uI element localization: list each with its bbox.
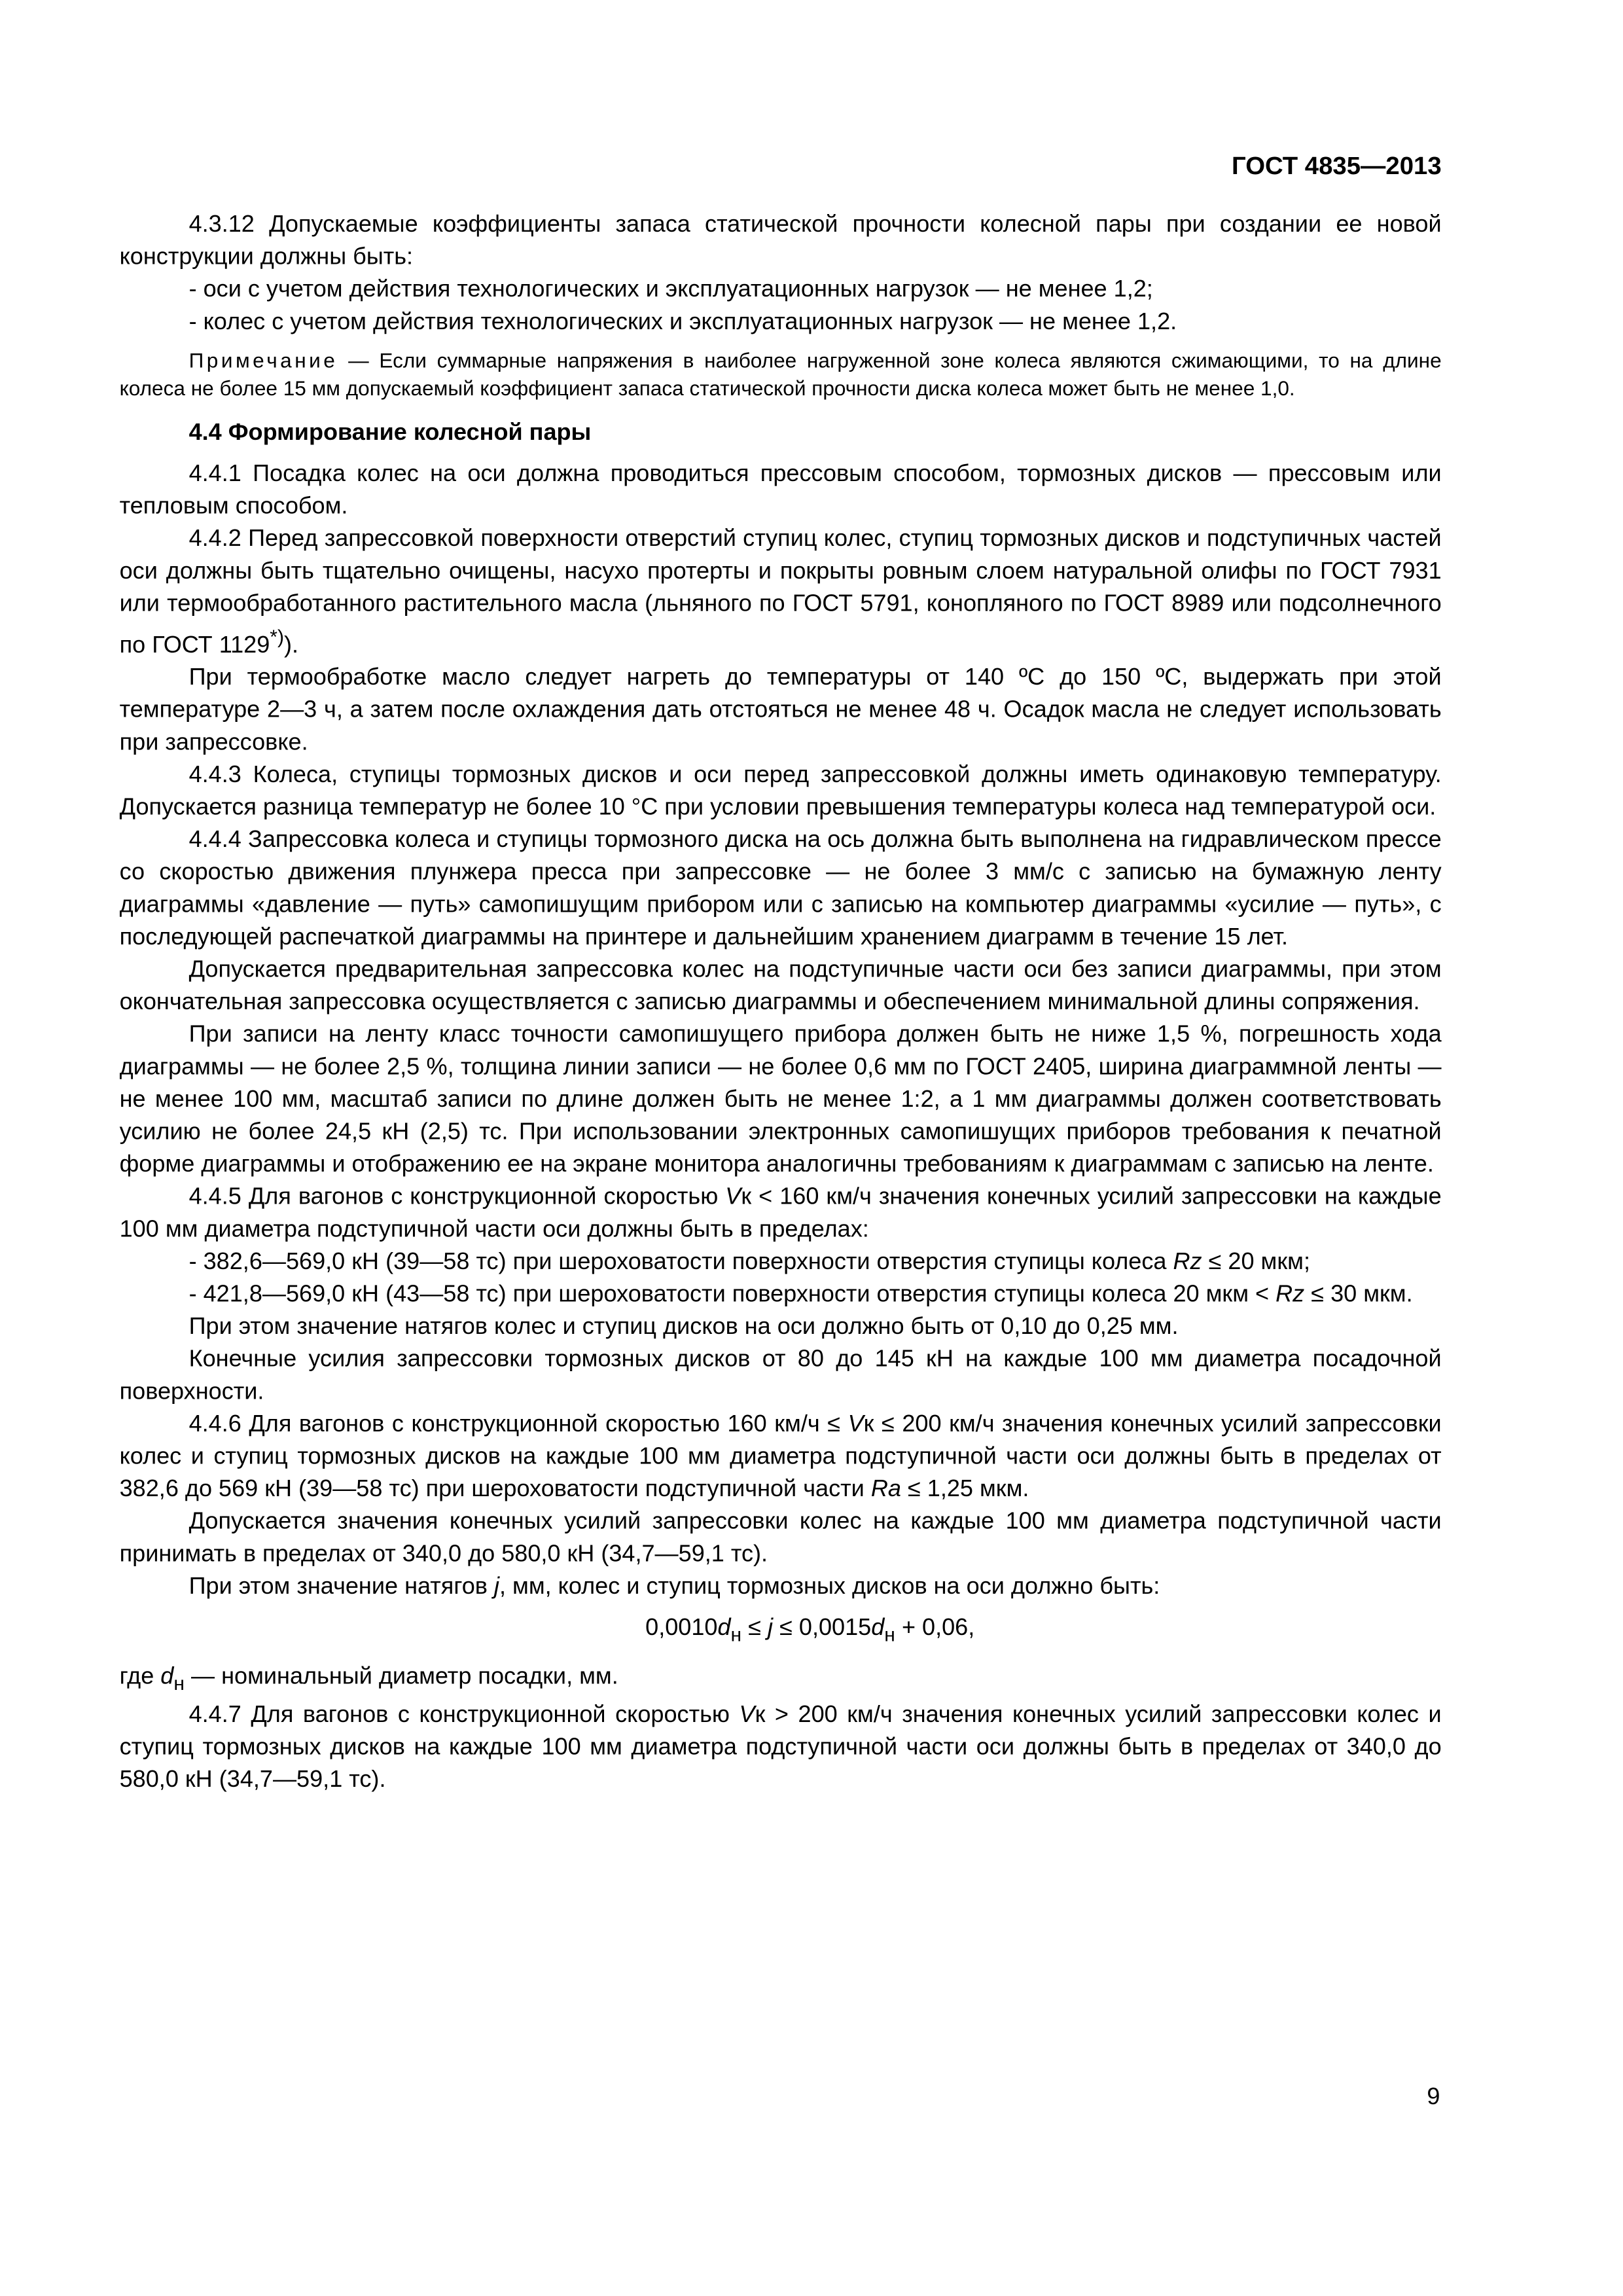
paragraph-4-4-2 <box>120 524 1442 663</box>
subscript-n: н <box>730 1624 742 1646</box>
paragraph-4-4-2-end: ). <box>284 633 299 659</box>
paragraph-4-4-6-text-c: ≤ 1,25 мкм. <box>901 1477 1029 1503</box>
document-body <box>120 209 1442 1797</box>
paragraph-4-4-5-text-a: 4.4.5 Для вагонов с конструкционной скоростью <box>188 1185 726 1211</box>
bullet-wheel-safety: - колес с учетом действия технологических и эксплуатационных нагрузок — не менее 1,2. <box>188 310 1177 335</box>
symbol-d: d <box>160 1663 174 1689</box>
paragraph-4-4-6-text-b: к ≤ 200 км/ч значения конечных усилий запрессовки колес и ступиц тормозных дисков на каждые 100 мм диаметра подступичной части оси должны быть в пределах от 382,6 до 569 кН (39—58 тс) при шероховатости подступичной части <box>119 1412 1442 1503</box>
formula-coef-1: 0,0010 <box>645 1616 718 1641</box>
symbol-rz: Rz <box>1173 1250 1202 1276</box>
paragraph-heat-treatment: При термообработке масло следует нагреть до температуры от 140 ºС до 150 ºС, выдержать при этой температуре 2—3 ч, а затем после охлаждения дать отстояться не менее 48 ч. Осадок масла не следует использовать при запрессовке. <box>119 666 1442 757</box>
paragraph-interference-j-text-b: , мм, колес и ступиц тормозных дисков на оси должно быть: <box>499 1575 1160 1600</box>
note-text: — Если суммарные напряжения в наиболее нагруженной зоне колеса являются сжимающими, то на длине колеса не более 15 мм допускаемый коэффициент запаса статической прочности диска колеса может быть не менее 1,0. <box>119 348 1442 400</box>
paragraph-preliminary-press: Допускается предварительная запрессовка колес на подступичные части оси без записи диаграммы, при этом окончательная запрессовка осуществляется с записью диаграммы и обеспечением минимальной длины сопряжения. <box>119 958 1442 1016</box>
note <box>120 347 1442 403</box>
page-number: 9 <box>1427 2085 1440 2110</box>
bullet-axle-safety: - оси с учетом действия технологических и эксплуатационных нагрузок — не менее 1,2; <box>188 277 1153 303</box>
symbol-j: j <box>768 1616 774 1641</box>
paragraph-4-4-5-text-b: к < 160 км/ч значения конечных усилий запрессовки на каждые 100 мм диаметра подступичной части оси должны быть в пределах: <box>119 1185 1442 1244</box>
paragraph-interference-fit: При этом значение натягов колес и ступиц дисков на оси должно быть от 0,10 до 0,25 мм. <box>188 1315 1179 1340</box>
document-header: ГОСТ 4835—2013 <box>1231 152 1442 181</box>
note-label: Примечание <box>188 348 338 372</box>
paragraph-4-4-1: 4.4.1 Посадка колес на оси должна проводиться прессовым способом, тормозных дисков — прессовым или тепловым способом. <box>119 461 1442 520</box>
formula <box>120 1613 1442 1652</box>
legend-text: — номинальный диаметр посадки, мм. <box>184 1663 618 1689</box>
symbol-ra: Ra <box>870 1477 901 1503</box>
formula-legend <box>120 1660 1442 1699</box>
subscript-n: н <box>173 1671 185 1694</box>
subscript-n: н <box>884 1624 895 1646</box>
paragraph-4-4-4: 4.4.4 Запрессовка колеса и ступицы тормозного диска на ось должна быть выполнена на гидравлическом прессе со скоростью движения плунжера пресса при запрессовке — не более 3 мм/с с записью на бумажную ленту диаграммы «давление — путь» самопишущим прибором или с записью на компьютер диаграммы «усилие — путь», с последующей распечаткой диаграммы на принтере и дальнейшим хранением диаграмм в течение 15 лет. <box>119 828 1442 951</box>
formula-le-1: ≤ <box>741 1616 768 1641</box>
paragraph-4-4-6-text-a: 4.4.6 Для вагонов с конструкционной скоростью 160 км/ч ≤ <box>188 1412 848 1438</box>
bullet-force-range-1 <box>120 1247 1442 1280</box>
symbol-j: j <box>493 1575 499 1600</box>
legend-where: где <box>119 1663 161 1689</box>
paragraph-4-4-7 <box>120 1700 1442 1797</box>
formula-coef-2: ≤ 0,0015 <box>773 1616 872 1641</box>
paragraph-4-4-7-text-a: 4.4.7 Для вагонов с конструкционной скоростью <box>188 1702 740 1728</box>
symbol-rz: Rz <box>1275 1282 1305 1308</box>
paragraph-interference-j <box>120 1572 1442 1605</box>
bullet-force-range-1-text: - 382,6—569,0 кН (39—58 тс) при шероховатости поверхности отверстия ступицы колеса <box>188 1250 1173 1276</box>
symbol-v: V <box>725 1185 741 1211</box>
section-heading-4-4: 4.4 Формирование колесной пары <box>188 420 592 446</box>
paragraph-4-3-12: 4.3.12 Допускаемые коэффициенты запаса статической прочности колесной пары при создании ее новой конструкции должны быть: <box>119 212 1442 270</box>
symbol-v: V <box>847 1412 864 1438</box>
paragraph-tape-recording: При записи на ленту класс точности самопишущего прибора должен быть не ниже 1,5 %, погрешность хода диаграммы — не более 2,5 %, толщина линии записи — не более 0,6 мм по ГОСТ 2405, ширина диаграммной ленты — не менее 100 мм, масштаб записи по длине должен быть не менее 1:2, а 1 мм диаграммы должен соответствовать усилию не более 24,5 кН (2,5) тс. При использовании электронных самопишущих приборов требования к печатной форме диаграммы и отображению ее на экране монитора аналогичны требованиям к диаграммам с записью на ленте. <box>119 1023 1442 1178</box>
symbol-v: V <box>739 1702 755 1728</box>
paragraph-allowed-force: Допускается значения конечных усилий запрессовки колес на каждые 100 мм диаметра подступичной части принимать в пределах от 340,0 до 580,0 кН (34,7—59,1 тс). <box>119 1510 1442 1568</box>
paragraph-brake-disc-force: Конечные усилия запрессовки тормозных дисков от 80 до 145 кН на каждые 100 мм диаметра посадочной поверхности. <box>119 1348 1442 1406</box>
paragraph-4-4-6 <box>120 1410 1442 1507</box>
bullet-force-range-2 <box>120 1280 1442 1312</box>
symbol-d: d <box>871 1616 885 1641</box>
symbol-d: d <box>717 1616 731 1641</box>
bullet-force-range-1-end: ≤ 20 мкм; <box>1202 1250 1310 1276</box>
bullet-force-range-2-text: - 421,8—569,0 кН (43—58 тс) при шероховатости поверхности отверстия ступицы колеса 20 мкм < <box>188 1282 1276 1308</box>
paragraph-4-4-2-text: 4.4.2 Перед запрессовкой поверхности отверстий ступиц колес, ступиц тормозных дисков и подступичных частей оси должны быть тщательно очищены, насухо протерты и покрыты ровным слоем натуральной олифы по ГОСТ 7931 или термообработанного растительного масла (льняного по ГОСТ 5791, конопляного по ГОСТ 8989 или подсолнечного по ГОСТ 1129 <box>119 526 1442 659</box>
paragraph-interference-j-text-a: При этом значение натягов <box>188 1575 494 1600</box>
paragraph-4-4-5 <box>120 1183 1442 1247</box>
bullet-force-range-2-end: ≤ 30 мкм. <box>1304 1282 1413 1308</box>
footnote-marker: *) <box>270 625 285 648</box>
formula-tail: + 0,06, <box>895 1616 975 1641</box>
paragraph-4-4-3: 4.4.3 Колеса, ступицы тормозных дисков и оси перед запрессовкой должны иметь одинаковую температуру. Допускается разница температур не более 10 °С при условии превышения температуры колеса над температурой оси. <box>119 763 1442 821</box>
paragraph-4-4-7-text-b: к > 200 км/ч значения конечных усилий запрессовки колес и ступиц тормозных дисков на каждые 100 мм диаметра подступичной части оси должны быть в пределах от 340,0 до 580,0 кН (34,7—59,1 тс). <box>119 1702 1442 1793</box>
